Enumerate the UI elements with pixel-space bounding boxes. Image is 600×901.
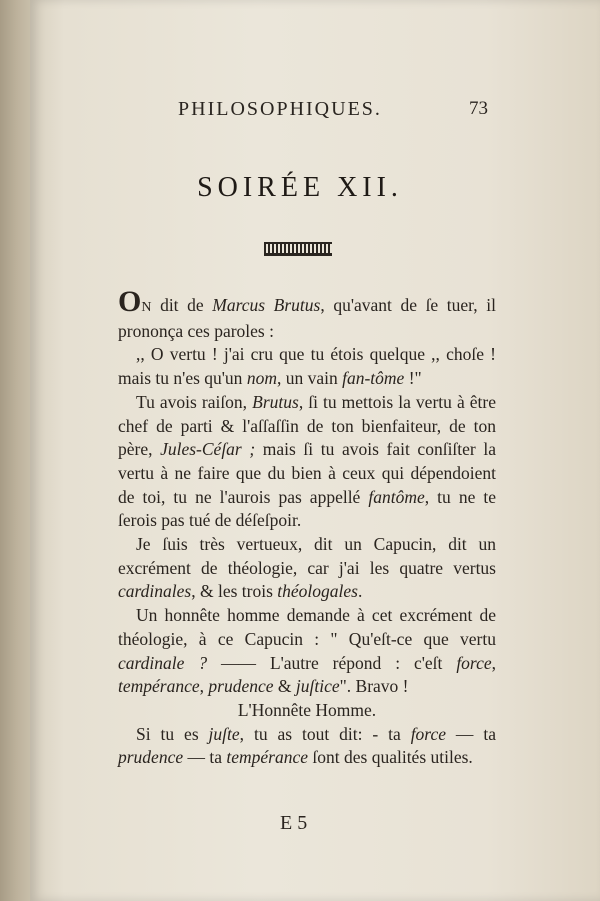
drop-cap: O [118, 285, 142, 318]
speaker-heading: L'Honnête Homme. [237, 699, 377, 720]
paragraph-6: Si tu es juſte, tu as tout dit: - ta force — ta prudence — ta tempérance ſont des qualités utiles. [118, 723, 496, 768]
paragraph-3: Tu avois raiſon, Brutus, ſi tu mettois la vertu à être chef de parti & l'aſſaſſin de ton bienfaiteur, de ton père, Jules-Céſar ; mais ſi tu avois fait conſiſter la vertu à ne faire que du bien à ceux qui dépendoient de toi, tu ne l'aurois pas appellé fantôme, tu ne te ſerois pas tué de déſeſpoir. [118, 391, 496, 531]
running-title: PHILOSOPHIQUES. [178, 98, 382, 120]
chapter-title: SOIRÉE XII. [197, 172, 403, 203]
paragraph-5: Un honnête homme demande à cet excrément de théologie, à ce Capucin : " Qu'eſt-ce que vertu cardinale ? —— L'autre répond : c'eſt force, tempérance, prudence & juſtice". Bravo ! [118, 605, 496, 697]
page-number: 73 [469, 98, 488, 119]
paragraph-2: ,, O vertu ! j'ai cru que tu étois quelque ,, choſe ! mais tu n'es qu'un nom, un vain fan-tôme !" [118, 344, 496, 389]
ornament-rule [264, 242, 332, 256]
paragraph-1: ON dit de Marcus Brutus, qu'avant de ſe tuer, il prononça ces paroles : [118, 285, 496, 341]
page-header [178, 98, 488, 128]
signature-mark: E 5 [280, 812, 308, 834]
body-text [118, 285, 496, 770]
book-spine [0, 0, 34, 901]
paragraph-4: Je ſuis très vertueux, dit un Capucin, dit un excrément de théologie, car j'ai les quatre vertus cardinales, & les trois théologales. [118, 534, 496, 602]
